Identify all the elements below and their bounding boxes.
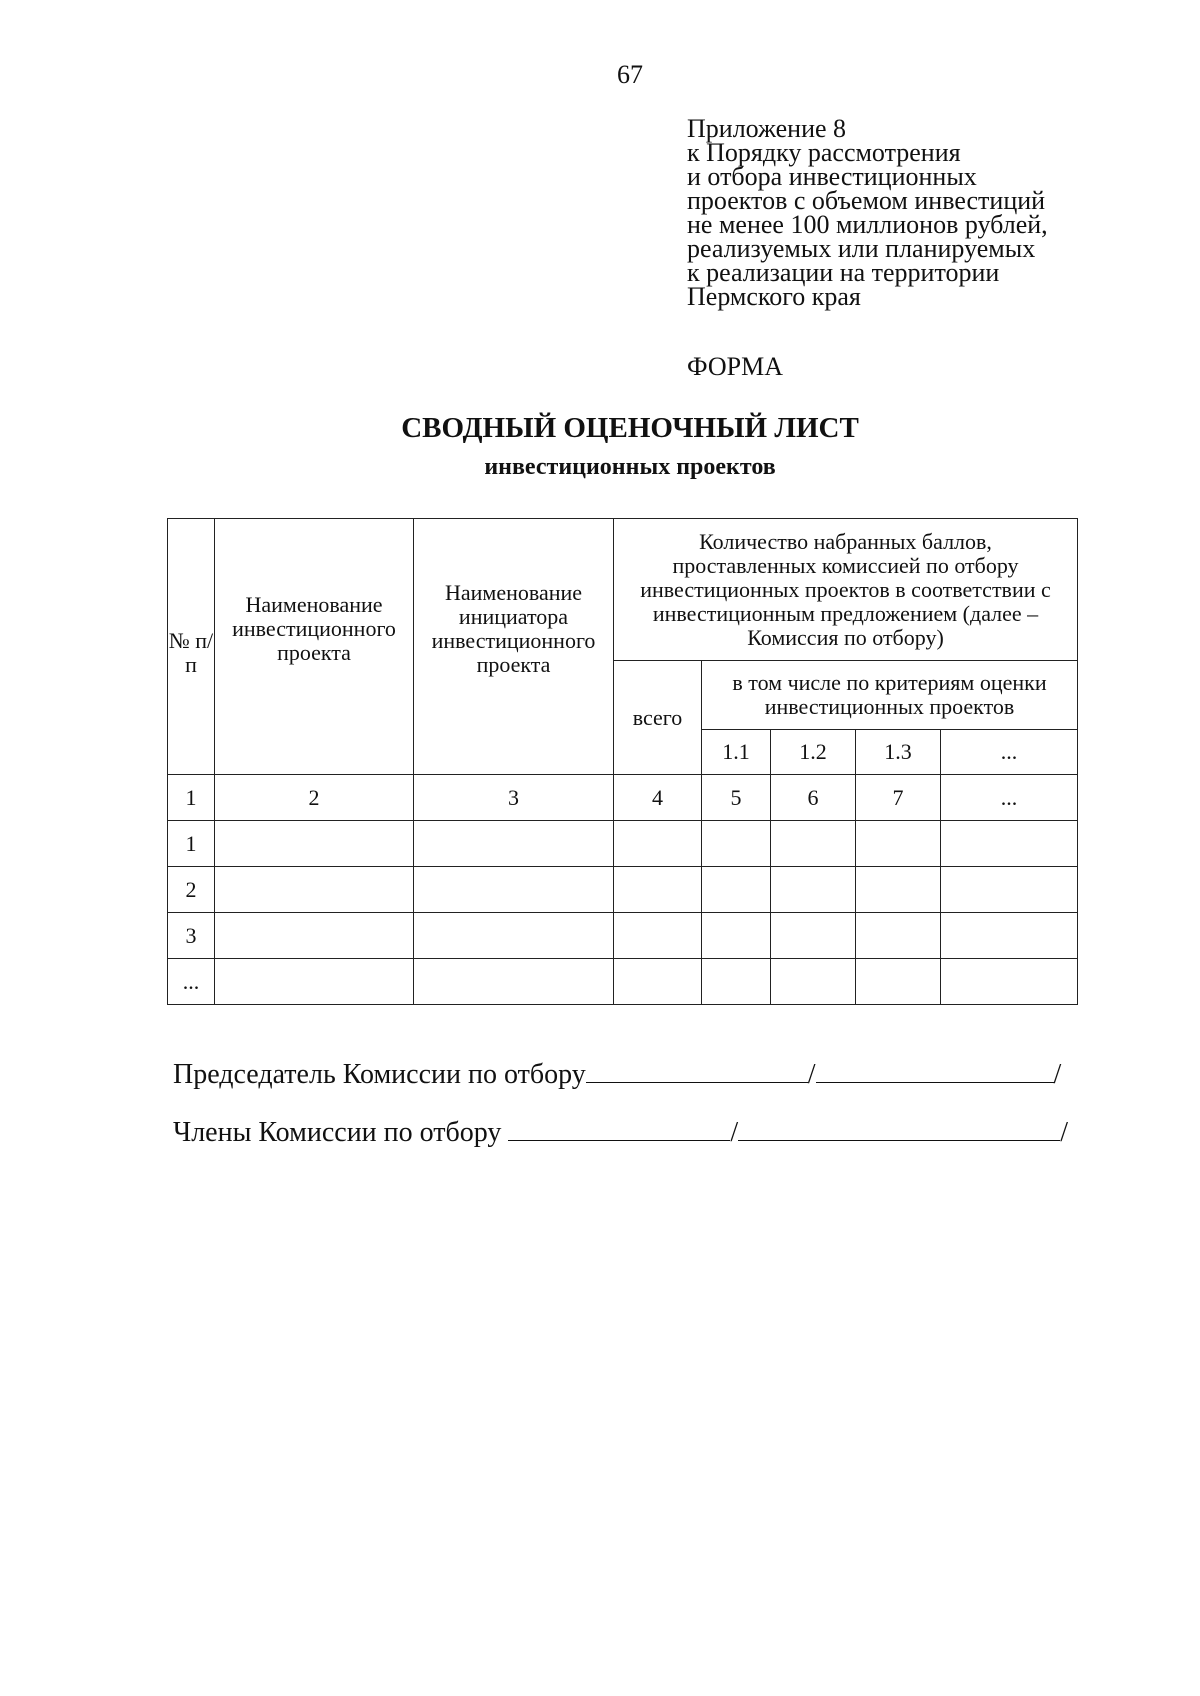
table-cell [702,913,771,959]
chairman-name-blank [816,1056,1054,1083]
appendix-line: Пермского края [687,282,861,311]
chairman-signature-blank [586,1056,808,1083]
header-criterion: 1.3 [856,730,941,775]
table-cell [771,959,856,1005]
column-number: 5 [702,775,771,821]
appendix-line: Приложение 8 [687,114,847,143]
row-number: 2 [168,867,215,913]
column-number-row [168,775,1078,821]
table-row [168,959,1078,1005]
separator: / [730,1117,739,1148]
table-row [168,867,1078,913]
appendix-line: к реализации на территории [687,258,1000,287]
table-row [168,913,1078,959]
table-cell [414,959,614,1005]
table-cell [702,821,771,867]
column-number: 7 [856,775,941,821]
column-number: 6 [771,775,856,821]
table-cell [614,959,702,1005]
header-initiator-name: Наименование инициатора инвестиционного проекта [414,519,614,775]
table-cell [215,821,414,867]
table-row [168,821,1078,867]
document-subtitle: инвестиционных проектов [484,454,776,480]
row-number: 3 [168,913,215,959]
table-cell [856,867,941,913]
members-signature-blank [508,1114,730,1141]
header-criterion: 1.2 [771,730,856,775]
members-label: Члены Комиссии по отбору [173,1117,502,1148]
form-label: ФОРМА [687,352,783,381]
table-cell [702,959,771,1005]
table-cell [771,913,856,959]
column-number: ... [941,775,1078,821]
table-cell [215,913,414,959]
table-cell [856,959,941,1005]
document-title: СВОДНЫЙ ОЦЕНОЧНЫЙ ЛИСТ [401,412,859,444]
table-cell [614,867,702,913]
table-cell [414,913,614,959]
appendix-line: к Порядку рассмотрения [687,138,961,167]
column-number: 2 [215,775,414,821]
appendix-line: и отбора инвестиционных [687,162,977,191]
chairman-signature-line [173,1056,1061,1091]
members-name-blank [738,1114,1060,1141]
table-cell [856,913,941,959]
header-criterion: ... [941,730,1078,775]
table-cell [941,867,1078,913]
separator: / [1060,1117,1068,1148]
column-number: 3 [414,775,614,821]
table-cell [771,867,856,913]
header-points: Количество набранных баллов, проставленных комиссией по отбору инвестиционных проектов в соответствии с инвестиционным предложением (далее – Комиссия по отбору) [614,519,1078,661]
table-cell [941,913,1078,959]
row-number: ... [168,959,215,1005]
column-number: 4 [614,775,702,821]
header-total: всего [614,661,702,775]
header-project-name: Наименование инвестиционного проекта [215,519,414,775]
table-cell [771,821,856,867]
table-cell [941,959,1078,1005]
page-number: 67 [617,60,643,89]
table-cell [941,821,1078,867]
members-signature-line [173,1114,1068,1149]
table-cell [856,821,941,867]
separator: / [1053,1059,1062,1090]
table-cell [414,821,614,867]
appendix-line: реализуемых или планируемых [687,234,1036,263]
appendix-block [687,114,1048,311]
chairman-label: Председатель Комиссии по отбору [173,1059,586,1090]
table-cell [215,959,414,1005]
table-cell [215,867,414,913]
row-number: 1 [168,821,215,867]
table-cell [614,913,702,959]
table-cell [702,867,771,913]
table-cell [414,867,614,913]
header-num: № п/п [168,519,215,775]
column-number: 1 [168,775,215,821]
separator: / [807,1059,816,1090]
appendix-line: проектов с объемом инвестиций [687,186,1046,215]
table-cell [614,821,702,867]
appendix-line: не менее 100 миллионов рублей, [687,210,1048,239]
header-criterion: 1.1 [702,730,771,775]
header-by-criteria: в том числе по критериям оценки инвестиционных проектов [702,661,1078,730]
summary-score-table [167,518,1078,1005]
